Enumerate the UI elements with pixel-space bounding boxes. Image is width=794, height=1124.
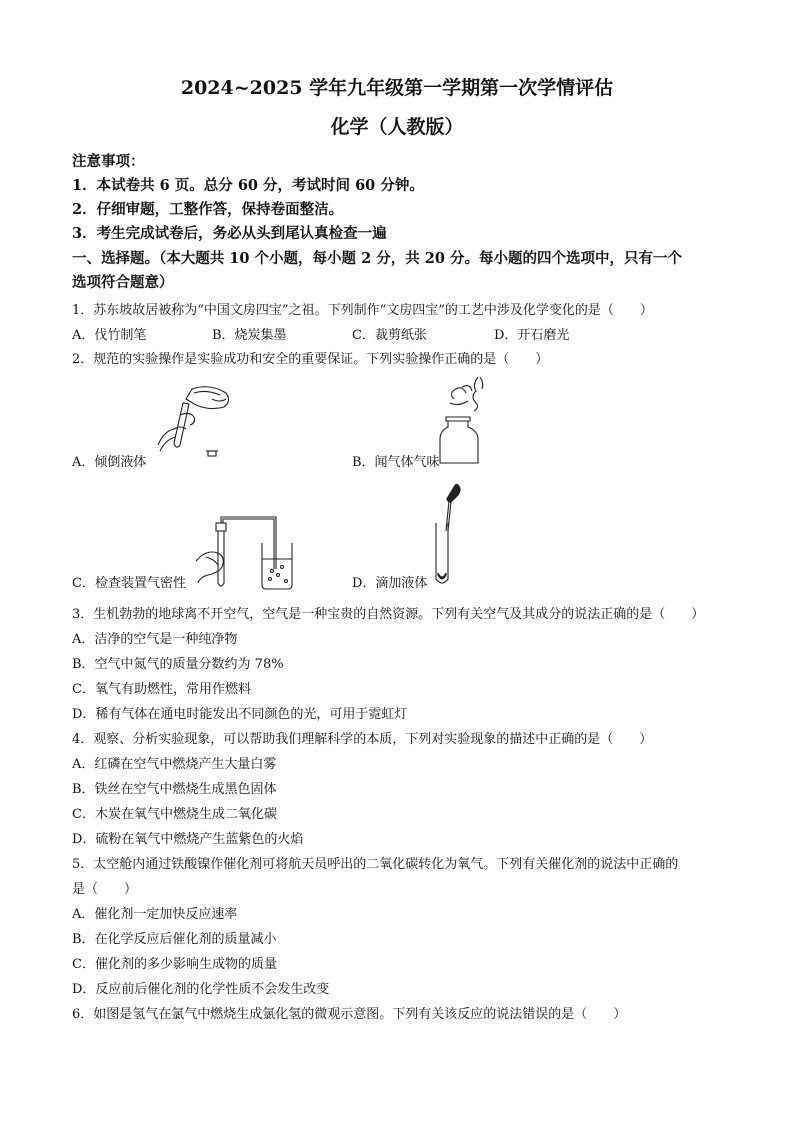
question-3-stem: 3．生机勃勃的地球离不开空气，空气是一种宝贵的自然资源。下列有关空气及其成分的说法正确的是（ ） <box>72 607 705 622</box>
q5-option-a: A．催化剂一定加快反应速率 <box>72 907 238 922</box>
q3-option-c: C．氧气有助燃性，常用作燃料 <box>72 682 251 697</box>
figure-drop-liquid <box>432 483 462 588</box>
q1-option-b: B．烧炭集墨 <box>212 328 287 343</box>
q5-option-c: C．催化剂的多少影响生成物的质量 <box>72 957 277 972</box>
q4-option-c: C．木炭在氧气中燃烧生成二氧化碳 <box>72 807 277 822</box>
q4-option-d: D．硫粉在氧气中燃烧产生蓝紫色的火焰 <box>72 832 304 847</box>
q3-option-b: B．空气中氮气的质量分数约为 78% <box>72 657 284 672</box>
question-5-stem: 5．太空舱内通过铁酸镍作催化剂可将航天员呼出的二氧化碳转化为氧气。下列有关催化剂的说法中正确的 <box>72 857 679 872</box>
figure-check-airtightness <box>192 513 312 593</box>
section-heading-cont: 选项符合题意） <box>72 274 174 291</box>
q1-option-a: A．伐竹制笔 <box>72 328 147 343</box>
q3-option-a: A．洁净的空气是一种纯净物 <box>72 632 238 647</box>
q1-option-d: D．开石磨光 <box>494 328 570 343</box>
question-6-stem: 6．如图是氢气在氯气中燃烧生成氯化氢的微观示意图。下列有关该反应的说法错误的是（ ） <box>72 1007 627 1022</box>
q2-option-b: B．闻气体气味 <box>352 455 440 470</box>
note-item: 3．考生完成试卷后，务必从头到尾认真检查一遍 <box>72 225 387 242</box>
q3-option-d: D．稀有气体在通电时能发出不同颜色的光，可用于霓虹灯 <box>72 707 408 722</box>
question-2-stem: 2．规范的实验操作是实验成功和安全的重要保证。下列实验操作正确的是（ ） <box>72 352 549 367</box>
note-item: 1．本试卷共 6 页。总分 60 分，考试时间 60 分钟。 <box>72 177 424 194</box>
question-1-stem: 1．苏东坡故居被称为“中国文房四宝”之祖。下列制作“文房四宝”的工艺中涉及化学变化的是（ ） <box>72 303 653 318</box>
notes-heading: 注意事项： <box>72 153 145 170</box>
q4-option-a: A．红磷在空气中燃烧产生大量白雾 <box>72 757 277 772</box>
q2-option-d: D．滴加液体 <box>352 576 428 591</box>
section-heading: 一、选择题。（本大题共 10 个小题，每小题 2 分，共 20 分。每小题的四个选项中，只有一个 <box>72 250 682 267</box>
q1-option-c: C．裁剪纸张 <box>352 328 427 343</box>
q5-option-d: D．反应前后催化剂的化学性质不会发生改变 <box>72 982 330 997</box>
q4-option-b: B．铁丝在空气中燃烧生成黑色固体 <box>72 782 277 797</box>
question-5-stem-cont: 是（ ） <box>72 882 138 897</box>
exam-title: 2024~2025 学年九年级第一学期第一次学情评估 <box>180 77 614 99</box>
figure-smell-gas <box>440 373 500 468</box>
q2-option-a: A．倾倒液体 <box>72 455 147 470</box>
q2-option-c: C．检查装置气密性 <box>72 576 186 591</box>
exam-subtitle: 化学（人教版） <box>330 116 464 138</box>
note-item: 2．仔细审题，工整作答，保持卷面整洁。 <box>72 201 344 218</box>
question-4-stem: 4．观察、分析实验现象，可以帮助我们理解科学的本质，下列对实验现象的描述中正确的是（ ） <box>72 732 653 747</box>
figure-pour-liquid <box>150 385 240 465</box>
q5-option-b: B．在化学反应后催化剂的质量减小 <box>72 932 277 947</box>
